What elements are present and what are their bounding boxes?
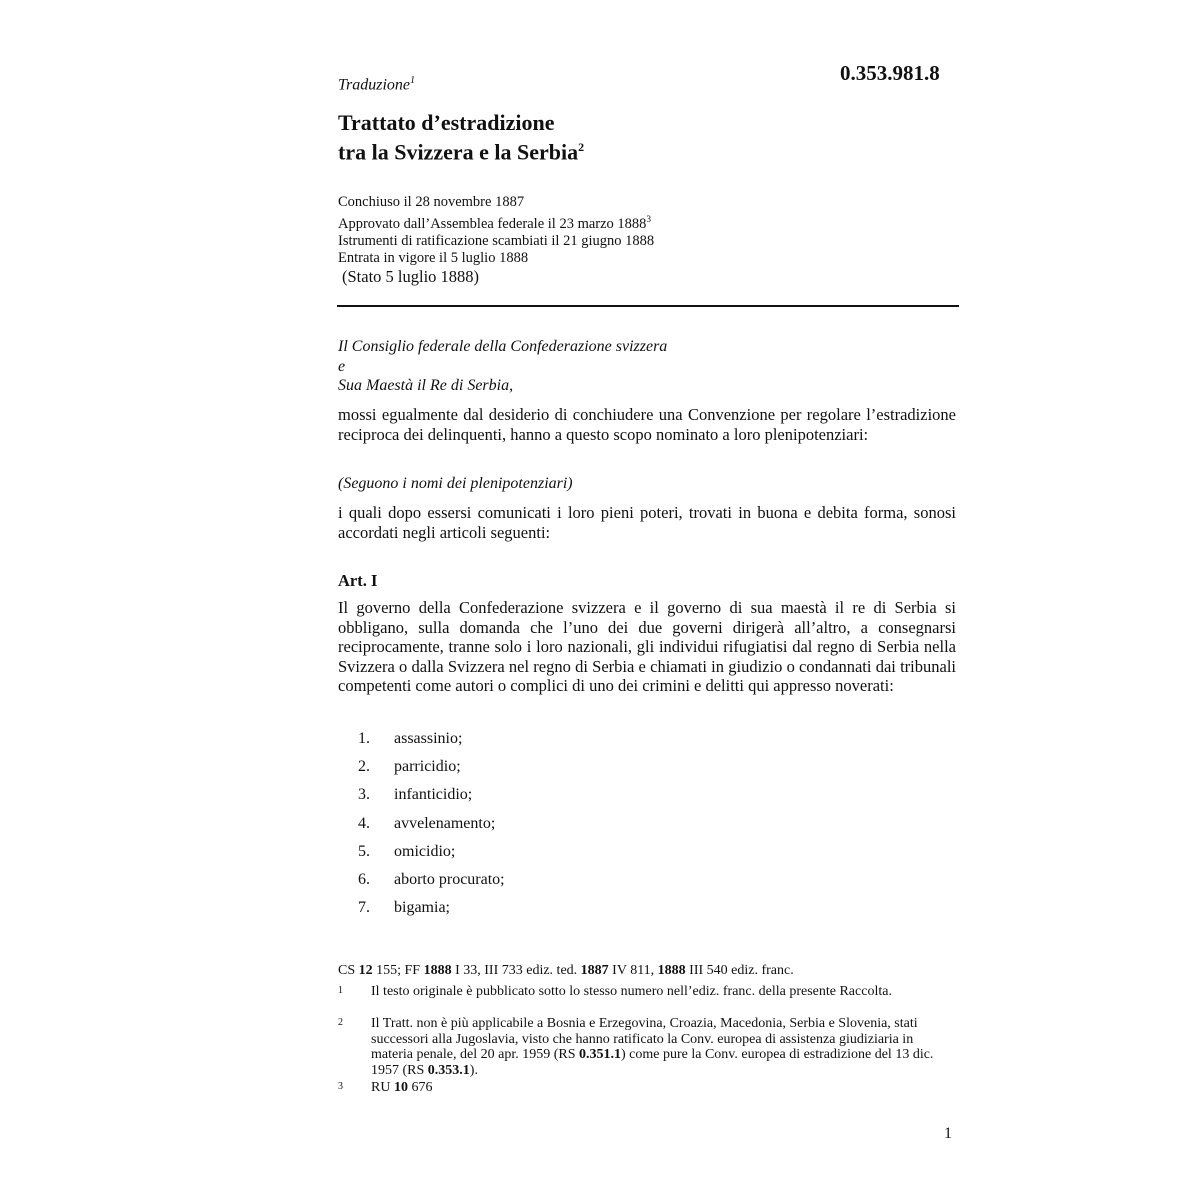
source-citation: CS 12 155; FF 1888 I 33, III 733 ediz. ted. 1887 IV 811, 1888 III 540 ediz. franc.	[338, 963, 794, 978]
footnote-ref-2[interactable]: 2	[578, 140, 585, 154]
list-item: 1. assassinio;	[358, 730, 463, 747]
link-rs-0-351-1[interactable]: 0.351.1	[579, 1047, 621, 1062]
page-number: 1	[944, 1125, 952, 1142]
footnote-1: 1 Il testo originale è pubblicato sotto lo stesso numero nell’ediz. franc. della presente Raccolta.	[338, 984, 892, 999]
document-metadata	[338, 194, 654, 267]
status-date: (Stato 5 luglio 1888)	[342, 267, 480, 286]
footnote-2: 2 Il Tratt. non è più applicabile a Bosnia e Erzegovina, Croazia, Macedonia, Serbia e Slovenia, stati successori alla Jugoslavia, visto che hanno ratificato la Conv. europea di assistenza giudiziaria in materia penale, del 20 apr. 1959 (RS 0.351.1) come pure la Conv. europea di estradizione del 13 dic. 1957 (RS 0.353.1).	[338, 1016, 934, 1078]
list-item: 3. infanticidio;	[358, 786, 473, 804]
footnote-3: 3 RU 10 676	[338, 1080, 433, 1095]
link-ru-10[interactable]: 10	[393, 1080, 408, 1095]
list-item: 5. omicidio;	[358, 842, 456, 860]
concluded-date: Conchiuso il 28 novembre 1887	[338, 194, 525, 210]
document-title: Trattato d’estradizione tra la Svizzera e la Serbia$^2$	[338, 110, 585, 165]
crimes-list	[358, 729, 505, 926]
party-switzerland: Il Consiglio federale della Confederazione svizzera	[338, 338, 668, 355]
list-item: 4. avvelenamento;	[358, 814, 496, 832]
preamble-paragraph-2: i quali dopo essersi comunicati i loro pieni poteri, trovati in buona e debita forma, sonosi accordati negli articoli seguenti:	[338, 503, 956, 542]
translation-label: Traduzione$^1$	[338, 75, 416, 94]
sr-number: 0.353.981.8	[840, 61, 940, 85]
list-item: 6. aborto procurato;	[358, 870, 505, 888]
party-conjunction: e	[338, 358, 346, 375]
article-heading: Art. I	[338, 571, 378, 590]
preamble-paragraph-1: mossi egualmente dal desiderio di conchiudere una Convenzione per regolare l’estradizione reciproca dei delinquenti, hanno a questo scopo nominato a loro plenipotenziari:	[338, 405, 956, 444]
header-divider	[337, 305, 959, 307]
footnote-ref-1[interactable]: 1	[410, 75, 416, 86]
approved-date: Approvato dall’Assemblea federale il 23 marzo 1888$^3$	[338, 214, 651, 232]
plenipotentiaries-note: (Seguono i nomi dei plenipotenziari)	[338, 475, 573, 492]
in-force-date: Entrata in vigore il 5 luglio 1888	[338, 249, 529, 266]
link-rs-0-353-1[interactable]: 0.353.1	[427, 1062, 470, 1078]
footnote-ref-3[interactable]: 3	[646, 214, 651, 224]
list-item: 7. bigamia;	[358, 899, 450, 917]
list-item: 2. parricidio;	[358, 758, 461, 776]
ratification-date: Istrumenti di ratificazione scambiati il 21 giugno 1888	[338, 232, 655, 249]
article-text: Il governo della Confederazione svizzera e il governo di sua maestà il re di Serbia si obbligano, sulla domanda che l’uno dei due governi dirigerà all’altro, a consegnarsi reciprocamente, tranne solo i loro nazionali, gli individui rifugiatisi dal regno di Serbia nella Svizzera o dalla Svizzera nel regno di Serbia e chiamati in giudizio o condannati dai tribunali competenti come autori o complici di uno dei crimini e delitti qui appresso noverati:	[338, 598, 956, 695]
party-serbia: Sua Maestà il Re di Serbia,	[338, 377, 514, 394]
